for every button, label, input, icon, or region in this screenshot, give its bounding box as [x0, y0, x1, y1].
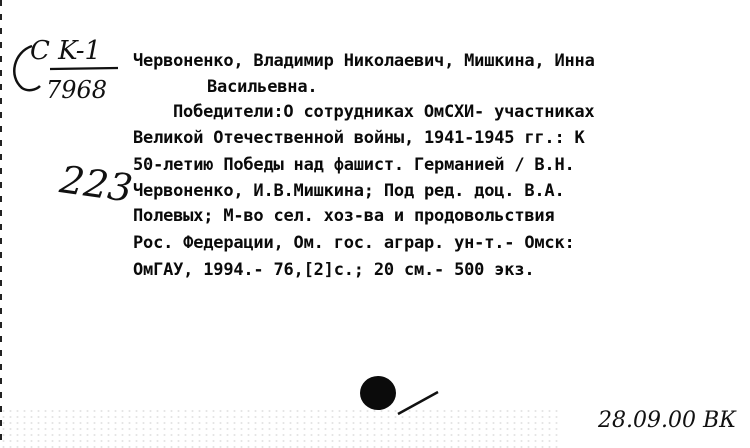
entry-line-4: Великой Отечественной войны, 1941-1945 гг.: К [133, 128, 585, 148]
entry-line-2: Васильевна. [207, 77, 318, 97]
entry-line-3: Победители:О сотрудниках ОмСХИ- участниках [173, 102, 595, 122]
entry-line-1: Червоненко, Владимир Николаевич, Мишкина, Инна [133, 51, 595, 71]
date-note: 28.09.00 ВК [598, 408, 737, 433]
shelfmark-top: C K-1 [30, 36, 102, 66]
hole-mark [394, 388, 444, 418]
entry-line-9: ОмГАУ, 1994.- 76,[2]с.; 20 см.- 500 экз. [133, 260, 535, 280]
scan-noise [0, 408, 560, 448]
entry-line-6: Червоненко, И.В.Мишкина; Под ред. доц. В.А. [133, 181, 565, 201]
entry-line-7: Полевых; М-во сел. хоз-ва и продовольствия [133, 206, 555, 226]
margin-note: 223 [57, 157, 136, 211]
shelfmark-bottom: 7968 [46, 76, 108, 104]
entry-line-8: Рос. Федерации, Ом. гос. аграр. ун-т.- Омск: [133, 233, 575, 253]
punch-hole [360, 376, 396, 410]
entry-line-5: 50-летию Победы над фашист. Германией / В.Н. [133, 155, 575, 175]
